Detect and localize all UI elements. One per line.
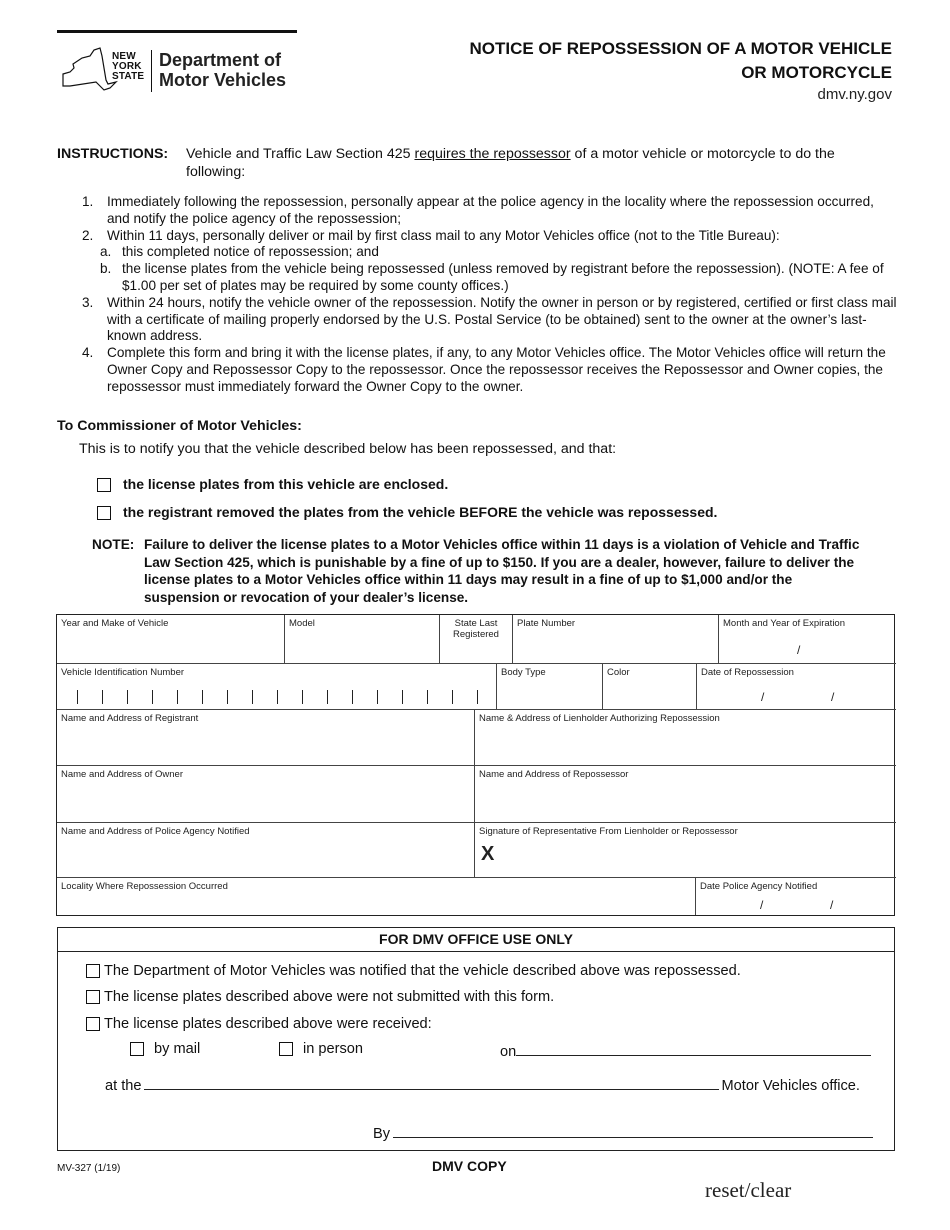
plates-enclosed-checkbox[interactable] [97, 478, 111, 492]
received-on-date: on [500, 1041, 871, 1060]
logo-divider [151, 50, 152, 92]
dmv-notified-checkbox[interactable] [86, 964, 100, 978]
date-police-notified-field[interactable]: Date Police Agency Notified / / [700, 881, 834, 912]
plates-removed-checkbox[interactable] [97, 506, 111, 520]
repossessor-field[interactable]: Name and Address of Repossessor [475, 766, 896, 823]
by-signature: By [373, 1123, 873, 1142]
reset-clear-button[interactable]: reset/clear [705, 1178, 792, 1202]
vin-field[interactable]: Vehicle Identification Number [57, 664, 497, 710]
instructions-label: INSTRUCTIONS: [57, 146, 169, 162]
plate-expiration-field[interactable]: Month and Year of Expiration / [719, 615, 896, 664]
step-2a: a. this completed notice of repossession; and [100, 244, 379, 260]
by-mail-checkbox[interactable] [130, 1042, 144, 1056]
vin-character-boxes [77, 690, 497, 704]
registrant-field[interactable]: Name and Address of Registrant [57, 710, 475, 766]
step-2: 2. Within 11 days, personally deliver or mail by first class mail to any Motor Vehicles office (not to the Title Bureau): [82, 227, 780, 243]
model-field[interactable]: Model [285, 615, 440, 664]
step-1: 1. Immediately following the repossession, personally appear at the police agency in the locality where the repossession occurred, and notify the police agency of the repossession; [82, 194, 874, 226]
office-name-line[interactable] [144, 1075, 719, 1090]
police-agency-field[interactable]: Name and Address of Police Agency Notified [57, 823, 475, 878]
vehicle-info-grid [56, 614, 895, 916]
commissioner-heading: To Commissioner of Motor Vehicles: [57, 418, 302, 434]
note-text: Failure to deliver the license plates to a Motor Vehicles office within 11 days is a violation of Vehicle and Traffic Law Section 425, which is punishable by a fine of up to $150. If you are a dealer, however, failure to deliver the license plates to a Motor Vehicles office within 11 days may result in a fine of up to $1,000 and/or the suspension or revocation of your dealer’s license. [144, 537, 860, 605]
plates-not-submitted-option: The license plates described above were not submitted with this form. [86, 989, 554, 1005]
step-2b: b. the license plates from the vehicle being repossessed (unless removed by registrant before the repossession). (NOTE: A fee of $1.00 per set of plates may be required by some county offices.) [100, 261, 884, 293]
plates-not-submitted-checkbox[interactable] [86, 990, 100, 1004]
signature-field[interactable]: Signature of Representative From Lienholder or Repossessor X [475, 823, 896, 878]
header-rule [57, 30, 297, 33]
locality-field[interactable]: Locality Where Repossession Occurred [57, 878, 696, 915]
nys-map-icon [60, 46, 120, 94]
body-type-field[interactable]: Body Type [497, 664, 603, 710]
by-signature-line[interactable] [393, 1123, 873, 1138]
dmv-notified-option: The Department of Motor Vehicles was notified that the vehicle described above was repossessed. [86, 963, 741, 979]
step-4: 4. Complete this form and bring it with the license plates, if any, to any Motor Vehicles office. The Motor Vehicles office will return the Owner Copy and Repossessor Copy to the repossessor. Once the repossessor receives the Repossessor and Owner copies, the repossessor must immediately forward the Owner Copy to the owner. [82, 345, 886, 394]
note-label: NOTE: [92, 537, 135, 552]
plates-enclosed-option: the license plates from this vehicle are enclosed. [97, 476, 448, 492]
step-3: 3. Within 24 hours, notify the vehicle owner of the repossession. Notify the owner in person or by registered, certified or first class mail with a certificate of mailing properly endorsed by the U.S. Postal Service (to be obtained) sent to the owner at the owner’s last-known address. [82, 294, 897, 344]
plates-removed-option: the registrant removed the plates from the vehicle BEFORE the vehicle was repossessed. [97, 504, 717, 520]
logo-state-text: NEW YORK STATE [112, 51, 145, 82]
nys-dmv-logo [60, 46, 310, 96]
dmv-office-heading: FOR DMV OFFICE USE ONLY [58, 928, 894, 952]
form-title: NOTICE OF REPOSSESSION OF A MOTOR VEHICLE OR MOTORCYCLE [469, 39, 892, 82]
form-number: MV-327 (1/19) [57, 1163, 121, 1174]
in-person-option: in person [279, 1041, 363, 1057]
by-mail-option: by mail [130, 1041, 200, 1057]
department-name: Department of Motor Vehicles [159, 50, 287, 90]
year-make-field[interactable]: Year and Make of Vehicle [57, 615, 285, 664]
in-person-checkbox[interactable] [279, 1042, 293, 1056]
plates-received-option: The license plates described above were received: [86, 1016, 432, 1032]
date-of-repossession-field[interactable]: Date of Repossession / / [697, 664, 896, 710]
owner-field[interactable]: Name and Address of Owner [57, 766, 475, 823]
plates-received-checkbox[interactable] [86, 1017, 100, 1031]
instruction-steps [82, 194, 897, 396]
copy-label: DMV COPY [432, 1158, 507, 1174]
notify-text: This is to notify you that the vehicle described below has been repossessed, and that: [79, 441, 617, 457]
dmv-office-use-section [57, 927, 895, 1151]
instructions-intro: Vehicle and Traffic Law Section 425 requires the repossessor of a motor vehicle or motorcycle to do the following: [186, 146, 835, 180]
plate-number-field[interactable]: Plate Number [513, 615, 719, 664]
website: dmv.ny.gov [817, 86, 892, 103]
office-location: at the Motor Vehicles office. [105, 1075, 860, 1094]
received-date-line[interactable] [516, 1041, 871, 1056]
signature-x-mark: X [481, 843, 495, 865]
lienholder-field[interactable]: Name & Address of Lienholder Authorizing Repossession [475, 710, 896, 766]
color-field[interactable]: Color [603, 664, 697, 710]
state-registered-field[interactable]: State Last Registered [440, 615, 513, 664]
